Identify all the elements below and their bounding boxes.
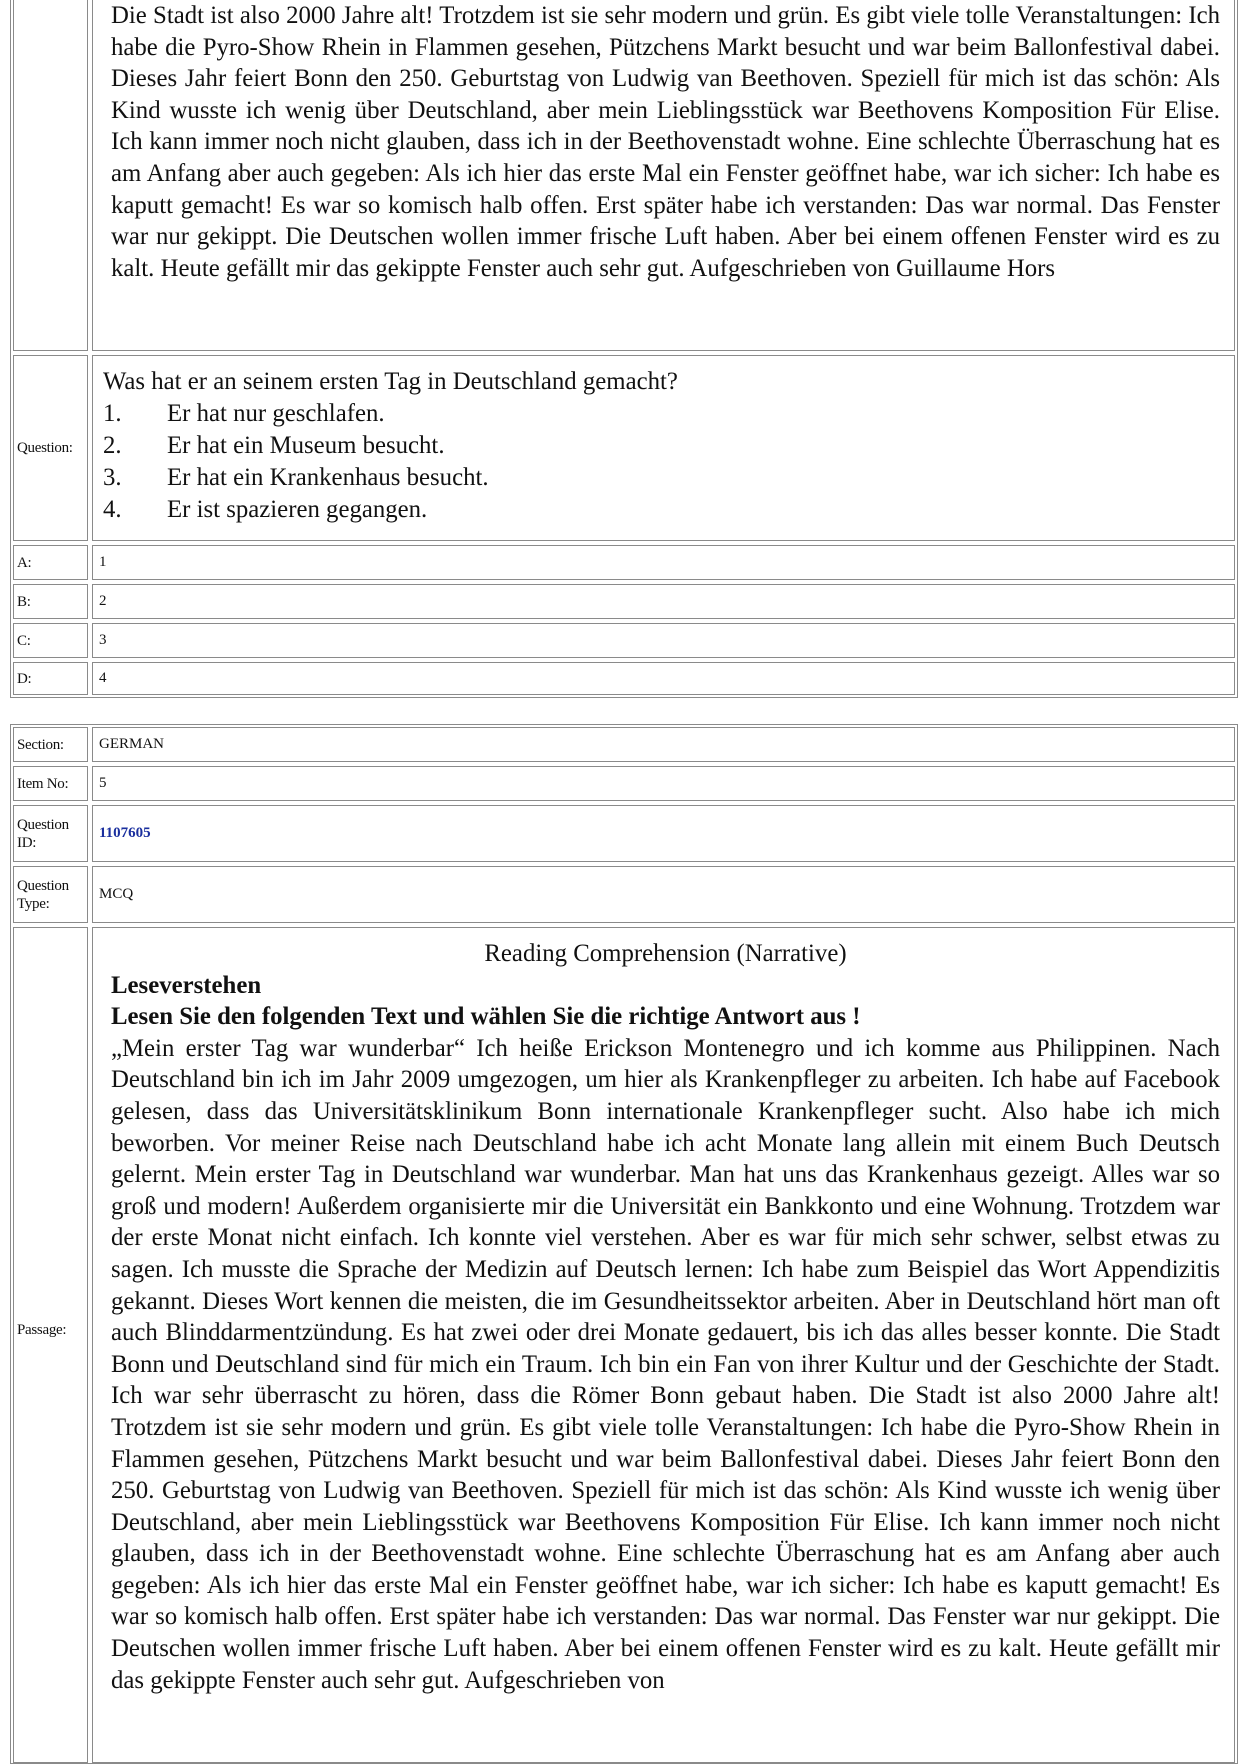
option-number: 2. (103, 432, 122, 459)
option-text: Er ist spazieren gegangen. (167, 496, 428, 523)
passage-instruction: Lesen Sie den folgenden Text und wählen Sie die richtige Antwort aus ! (111, 1003, 861, 1031)
section-value: GERMAN (92, 727, 1235, 762)
passage-title: Reading Comprehension (Narrative) (484, 940, 847, 967)
question-cell (92, 355, 1235, 541)
passage-cell (92, 927, 1235, 1763)
option-number: 4. (103, 496, 122, 523)
option-number: 3. (103, 464, 122, 491)
answer-label: D: (13, 662, 88, 695)
passage-text: Die Stadt ist also 2000 Jahre alt! Trotzdem ist sie sehr modern und grün. Es gibt viele tolle Veranstaltungen: Ich habe die Pyro-Show Rhein in Flammen gesehen, Pützchens Markt besucht und war beim Ballonfestival dabei. Dieses Jahr feiert Bonn den 250. Geburtstag von Ludwig van Beethoven. Speziell für mich ist das schön: Als Kind wusste ich wenig über Deutschland, aber mein Lieblingsstück war Beethovens Komposition Für Elise. Ich kann immer noch nicht glauben, dass ich in der Beethovenstadt wohne. Eine schlechte Überraschung hat es am Anfang aber auch gegeben: Als ich hier das erste Mal ein Fenster geöffnet habe, war ich sicher: Ich habe es kaputt gemacht! Es war so komisch halb offen. Erst später habe ich verstanden: Das war normal. Das Fenster war nur gekippt. Die Deutschen wollen immer frische Luft haben. Aber bei einem offenen Fenster wird es zu kalt. Heute gefällt mir das gekippte Fenster auch sehr gut. Aufgeschrieben von Guillaume Hors (111, 2, 1220, 282)
answer-value: 2 (92, 584, 1235, 619)
answer-value: 3 (92, 623, 1235, 658)
option-item (103, 398, 1224, 430)
passage-row (13, 0, 1235, 351)
answer-row-d (13, 662, 1235, 695)
option-text: Er hat ein Museum besucht. (167, 432, 445, 459)
option-text: Er hat nur geschlafen. (167, 400, 385, 427)
option-text: Er hat ein Krankenhaus besucht. (167, 464, 489, 491)
passage-row (13, 927, 1235, 1763)
passage-heading: Leseverstehen (111, 971, 262, 999)
question-label: Question: (13, 355, 88, 541)
passage-label: Passage: (13, 927, 88, 1763)
answer-value: 4 (92, 662, 1235, 695)
item-no-row (13, 766, 1235, 801)
question-id-value: 1107605 (92, 805, 1235, 862)
answer-value: 1 (92, 545, 1235, 580)
answer-label: B: (13, 584, 88, 619)
answer-row-c (13, 623, 1235, 658)
option-item (103, 430, 1224, 462)
question-type-value: MCQ (92, 866, 1235, 923)
passage-text-cell (92, 0, 1235, 351)
item-no-label: Item No: (13, 766, 88, 801)
question-id-label: Question ID: (13, 805, 88, 862)
passage-text: „Mein erster Tag war wunderbar“ Ich heiße Erickson Montenegro und ich komme aus Philippinen. Nach Deutschland bin ich im Jahr 2009 umgezogen, um hier als Krankenpfleger zu arbeiten. Ich habe auf Facebook gelesen, dass das Universitätsklinikum Bonn internationale Krankenpfleger sucht. Also habe ich mich beworben. Vor meiner Reise nach Deutschland habe ich acht Monate lang allein mit einem Buch Deutsch gelernt. Mein erster Tag in Deutschland war wunderbar. Man hat uns das Krankenhaus gezeigt. Alles war so groß und modern! Außerdem organisierte mir die Universität ein Bankkonto und eine Wohnung. Trotzdem war der erste Monat nicht einfach. Ich konnte viel verstehen. Aber es war für mich sehr schwer, selbst etwas zu sagen. Ich musste die Sprache der Medizin auf Deutsch lernen: Ich habe zum Beispiel das Wort Appendizitis gekannt. Dieses Wort kennen die meisten, die im Gesundheitssektor arbeiten. Aber in Deutschland hört man oft auch Blinddarmentzündung. Es hat zwei oder drei Monate gedauert, bis ich das alles besser konnte. Die Stadt Bonn und Deutschland sind für mich ein Traum. Ich bin ein Fan von ihrer Kultur und der Geschichte der Stadt. Ich war sehr überrascht zu hören, dass die Römer Bonn gebaut haben. Die Stadt ist also 2000 Jahre alt! Trotzdem ist sie sehr modern und grün. Es gibt viele tolle Veranstaltungen: Ich habe die Pyro-Show Rhein in Flammen gesehen, Pützchens Markt besucht und war beim Ballonfestival dabei. Dieses Jahr feiert Bonn den 250. Geburtstag von Ludwig van Beethoven. Speziell für mich ist das schön: Als Kind wusste ich wenig über Deutschland, aber mein Lieblingsstück war Beethovens Komposition Für Elise. Ich kann immer noch nicht glauben, dass ich in der Beethovenstadt wohne. Eine schlechte Überraschung hat es am Anfang aber auch gegeben: Als ich hier das erste Mal ein Fenster geöffnet habe, war ich sicher: Ich habe es kaputt gemacht! Es war so komisch halb offen. Erst später habe ich verstanden: Das war normal. Das Fenster war nur gekippt. Die Deutschen wollen immer frische Luft haben. Aber bei einem offenen Fenster wird es zu kalt. Heute gefällt mir das gekippte Fenster auch sehr gut. Aufgeschrieben von (111, 1034, 1220, 1694)
passage-label-cell (13, 0, 88, 351)
question-id-row (13, 805, 1235, 862)
question-row (13, 355, 1235, 541)
item-no-value: 5 (92, 766, 1235, 801)
answer-row-a (13, 545, 1235, 580)
section-row (13, 727, 1235, 762)
question-type-row (13, 866, 1235, 923)
option-item (103, 462, 1224, 494)
section-label: Section: (13, 727, 88, 762)
answer-row-b (13, 584, 1235, 619)
answer-label: C: (13, 623, 88, 658)
question-block (10, 724, 1238, 1764)
question-text: Was hat er an seinem ersten Tag in Deutschland gemacht? (103, 368, 678, 395)
option-number: 1. (103, 400, 122, 427)
question-block-previous (10, 0, 1238, 698)
answer-label: A: (13, 545, 88, 580)
question-type-label: Question Type: (13, 866, 88, 923)
option-item (103, 494, 1224, 526)
